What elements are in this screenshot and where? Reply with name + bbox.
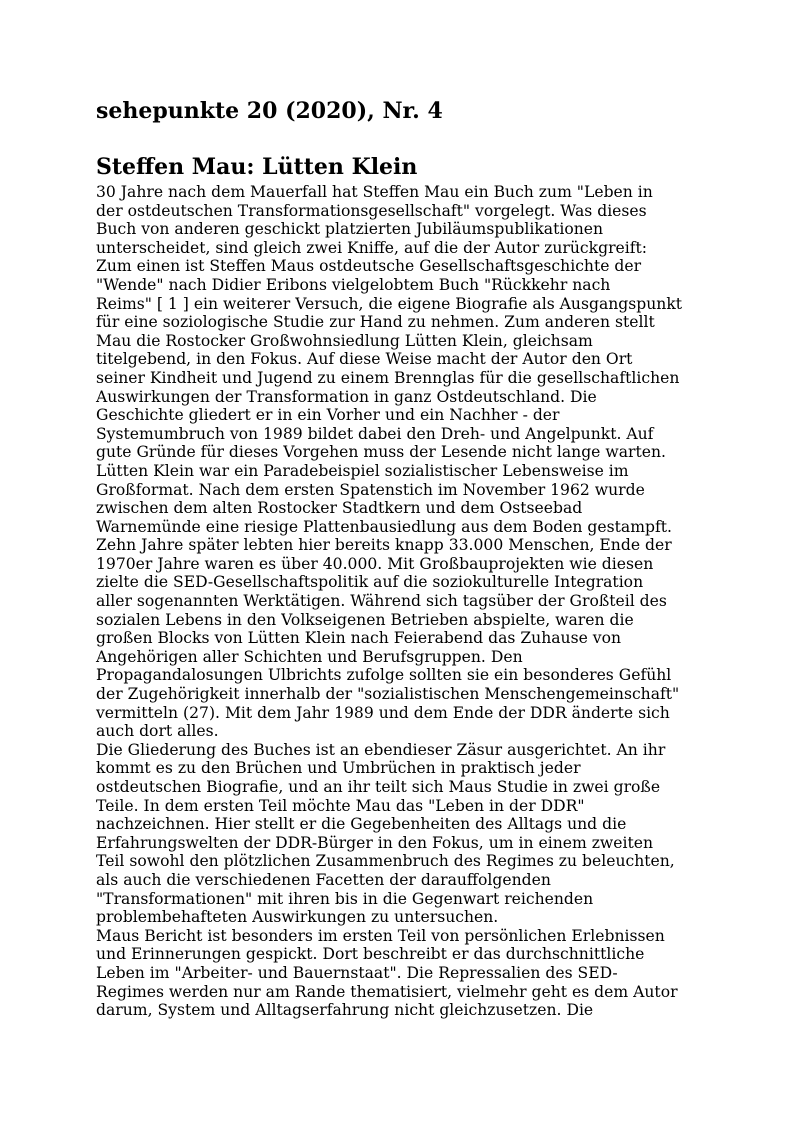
body-text — [96, 183, 716, 1020]
text-line: seiner Kindheit und Jugend zu einem Brennglas für die gesellschaftlichen — [96, 368, 680, 387]
text-line: Zum einen ist Steffen Maus ostdeutsche Gesellschaftsgeschichte der — [96, 257, 642, 276]
text-line: zwischen dem alten Rostocker Stadtkern und dem Ostseebad — [96, 499, 583, 518]
text-line: Teile. In dem ersten Teil möchte Mau das "Leben in der DDR" — [96, 796, 585, 815]
text-line: gute Gründe für dieses Vorgehen muss der Lesende nicht lange warten. — [96, 443, 666, 462]
text-line: Die Gliederung des Buches ist an ebendieser Zäsur ausgerichtet. An ihr — [96, 740, 666, 759]
text-line: 1970er Jahre waren es über 40.000. Mit Großbauprojekten wie diesen — [96, 554, 654, 573]
text-line: darum, System und Alltagserfahrung nicht gleichzusetzen. Die — [96, 1001, 594, 1020]
text-line: Auswirkungen der Transformation in ganz Ostdeutschland. Die — [96, 387, 597, 406]
text-line: 30 Jahre nach dem Mauerfall hat Steffen Mau ein Buch zum "Leben in — [96, 183, 653, 201]
text-line: zielte die SED-Gesellschaftspolitik auf die soziokulturelle Integration — [96, 573, 644, 592]
text-line: Warnemünde eine riesige Plattenbausiedlung aus dem Boden gestampft. — [96, 517, 672, 536]
text-line: für eine soziologische Studie zur Hand zu nehmen. Zum anderen stellt — [96, 313, 655, 332]
journal-title: sehepunkte 20 (2020), Nr. 4 — [96, 98, 443, 124]
text-line: großen Blocks von Lütten Klein nach Feierabend das Zuhause von — [96, 629, 622, 648]
text-line: "Transformationen" mit ihren bis in die Gegenwart reichenden — [96, 889, 594, 908]
text-line: als auch die verschiedenen Facetten der darauffolgenden — [96, 870, 551, 889]
text-line: der Zugehörigkeit innerhalb der "sozialistischen Menschengemeinschaft" — [96, 685, 680, 704]
text-line: Propagandalosungen Ulbrichts zufolge sollten sie ein besonderes Gefühl — [96, 666, 672, 685]
text-line: Zehn Jahre später lebten hier bereits knapp 33.000 Menschen, Ende der — [96, 536, 672, 555]
article-title: Steffen Mau: Lütten Klein — [96, 154, 418, 180]
text-line: unterscheidet, sind gleich zwei Kniffe, auf die der Autor zurückgreift: — [96, 238, 648, 257]
text-line: titelgebend, in den Fokus. Auf diese Weise macht der Autor den Ort — [96, 350, 633, 369]
text-line: sozialen Lebens in den Volkseigenen Betrieben abspielte, waren die — [96, 610, 634, 629]
text-line: aller sogenannten Werktätigen. Während sich tagsüber der Großteil des — [96, 592, 667, 611]
text-line: Maus Bericht ist besonders im ersten Teil von persönlichen Erlebnissen — [96, 926, 665, 945]
text-line: Angehörigen aller Schichten und Berufsgruppen. Den — [96, 647, 523, 666]
text-line: Geschichte gliedert er in ein Vorher und ein Nachher - der — [96, 406, 560, 425]
text-line: Mau die Rostocker Großwohnsiedlung Lütten Klein, gleichsam — [96, 331, 593, 350]
text-line: Buch von anderen geschickt platzierten Jubiläumspublikationen — [96, 220, 604, 239]
text-line: ostdeutschen Biografie, und an ihr teilt sich Maus Studie in zwei große — [96, 778, 661, 796]
text-line: Großformat. Nach dem ersten Spatenstich im November 1962 wurde — [96, 480, 645, 499]
text-line: problembehafteten Auswirkungen zu untersuchen. — [96, 908, 499, 927]
text-line: Leben im "Arbeiter- und Bauernstaat". Die Repressalien des SED- — [96, 963, 618, 982]
text-line: "Wende" nach Didier Eribons vielgelobtem Buch "Rückkehr nach — [96, 275, 611, 294]
text-line: auch dort alles. — [96, 722, 219, 741]
text-line: Systemumbruch von 1989 bildet dabei den Dreh- und Angelpunkt. Auf — [96, 424, 654, 443]
text-line: Regimes werden nur am Rande thematisiert, vielmehr geht es dem Autor — [96, 982, 678, 1001]
text-line: kommt es zu den Brüchen und Umbrüchen in praktisch jeder — [96, 759, 581, 778]
text-line: nachzeichnen. Hier stellt er die Gegebenheiten des Alltags und die — [96, 815, 627, 834]
text-line: Reims" [ 1 ] ein weiterer Versuch, die eigene Biografie als Ausgangspunkt — [96, 294, 683, 313]
text-line: der ostdeutschen Transformationsgesellschaft" vorgelegt. Was dieses — [96, 201, 647, 220]
text-line: vermitteln (27). Mit dem Jahr 1989 und dem Ende der DDR änderte sich — [96, 703, 670, 722]
text-line: Lütten Klein war ein Paradebeispiel sozialistischer Lebensweise im — [96, 461, 629, 480]
text-line: Teil sowohl den plötzlichen Zusammenbruch des Regimes zu beleuchten, — [96, 852, 675, 871]
text-line: Erfahrungswelten der DDR-Bürger in den Fokus, um in einem zweiten — [96, 833, 654, 852]
text-line: und Erinnerungen gespickt. Dort beschreibt er das durchschnittliche — [96, 945, 645, 964]
